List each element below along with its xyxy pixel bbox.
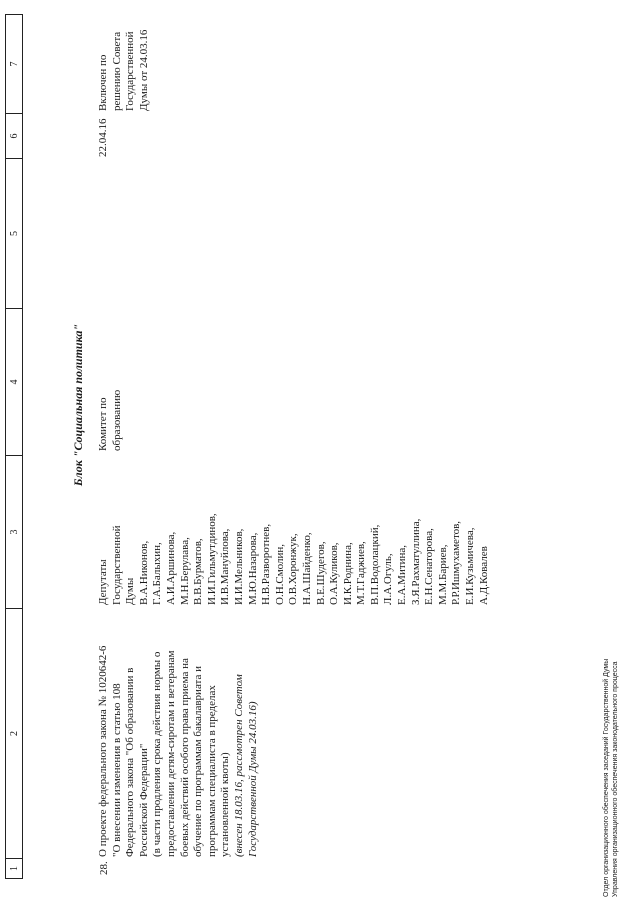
author-line: М.Т.Гаджиев, [355, 541, 368, 605]
author-line: Г.А.Балыхин, [151, 542, 164, 605]
author-line: Л.А.Огуль, [382, 553, 395, 605]
header-col-1: 1 [6, 858, 22, 878]
author-line: Е.Н.Сенаторова, [423, 528, 436, 605]
author-line: И.К.Роднина, [341, 542, 354, 605]
author-line: А.Д.Ковалев [477, 546, 490, 605]
author-line: О.А.Куликов, [328, 542, 341, 605]
date-cell [97, 107, 111, 157]
row-number: 28. [98, 861, 110, 875]
author-line: И.И.Мельников, [232, 528, 245, 605]
author-line: Думы [124, 577, 137, 605]
description-line: боевых действий особого права приема на [178, 658, 191, 857]
header-col-3: 3 [6, 455, 22, 608]
header-col-5: 5 [6, 158, 22, 308]
author-line: В.П.Водолацкий, [368, 524, 381, 605]
author-line: И.В.Мануйлова, [219, 528, 232, 605]
description-line: Российской Федерации" [137, 743, 150, 857]
author-line: О.В.Хоронжук, [287, 533, 300, 605]
description-line: программам специалиста в пределах [205, 685, 218, 857]
block-title: Блок "Социальная политика" [71, 323, 85, 487]
author-line: В.А.Никонов, [137, 540, 150, 605]
committee-line: образованию [110, 389, 123, 451]
header-col-6: 6 [6, 113, 22, 158]
author-line: Н.А.Шайденко, [300, 532, 313, 605]
author-line: З.Я.Рахматуллина, [409, 518, 422, 605]
committee-line: Комитет по [97, 397, 109, 451]
author-line: Е.И.Кузьмичева, [464, 527, 477, 605]
author-line: В.Е.Шудегов, [314, 541, 327, 605]
description-line: "О внесении изменения в статью 108 [110, 683, 123, 857]
decision-line: Думы от 24.03.16 [137, 29, 150, 111]
author-line: А.И.Аршинова, [164, 531, 177, 605]
date-value: 22.04.16 [97, 118, 109, 157]
author-line: М.Ю.Назарова, [246, 532, 259, 605]
author-line: В.В.Бурматов, [192, 538, 205, 605]
description-line: Федерального закона "Об образовании в [124, 667, 137, 857]
author-line: М.М.Бариев, [436, 544, 449, 605]
author-line: Н.В.Разворотнев, [260, 523, 273, 605]
description-line: (в части продления срока действия нормы о [151, 651, 164, 857]
column-header-table [5, 14, 23, 879]
author-line: Государственной [110, 525, 123, 605]
footer-line: Отдел организационного обеспечения заседаний Государственной Думы [603, 658, 610, 897]
authors-list [97, 455, 491, 605]
footer-line: Управления организационного обеспечения законодательного процесса [612, 661, 619, 897]
bill-description [97, 632, 260, 857]
author-line: Е.А.Митина, [396, 544, 409, 605]
decision-line: решению Совета [110, 31, 123, 111]
decision-line: Включен по [97, 54, 109, 111]
author-line: И.И.Гильмутдинов, [205, 513, 218, 605]
description-line: О проекте федерального закона № 1020642-6 [97, 645, 109, 857]
author-line: Депутаты [97, 559, 109, 605]
decision-cell [97, 11, 151, 111]
author-line: Р.Р.Ишмухаметов, [450, 520, 463, 605]
description-line: предоставлении детям-сиротам и ветеранам [164, 650, 177, 857]
description-line: обучение по программам бакалавриата и [192, 665, 205, 857]
header-col-7: 7 [8, 61, 20, 67]
author-line: О.Н.Смолин, [273, 543, 286, 605]
footer-department [602, 659, 620, 897]
header-col-2: 2 [6, 608, 22, 858]
header-col-4: 4 [6, 308, 22, 455]
description-line: установленной квоты) [219, 752, 232, 857]
description-note-line: Государственной Думы 24.03.16) [246, 701, 259, 857]
description-note-line: (внесен 18.03.16, рассмотрен Советом [232, 674, 245, 857]
author-line: М.Н.Берулава, [178, 537, 191, 605]
committee [97, 351, 124, 451]
decision-line: Государственной [124, 31, 137, 111]
